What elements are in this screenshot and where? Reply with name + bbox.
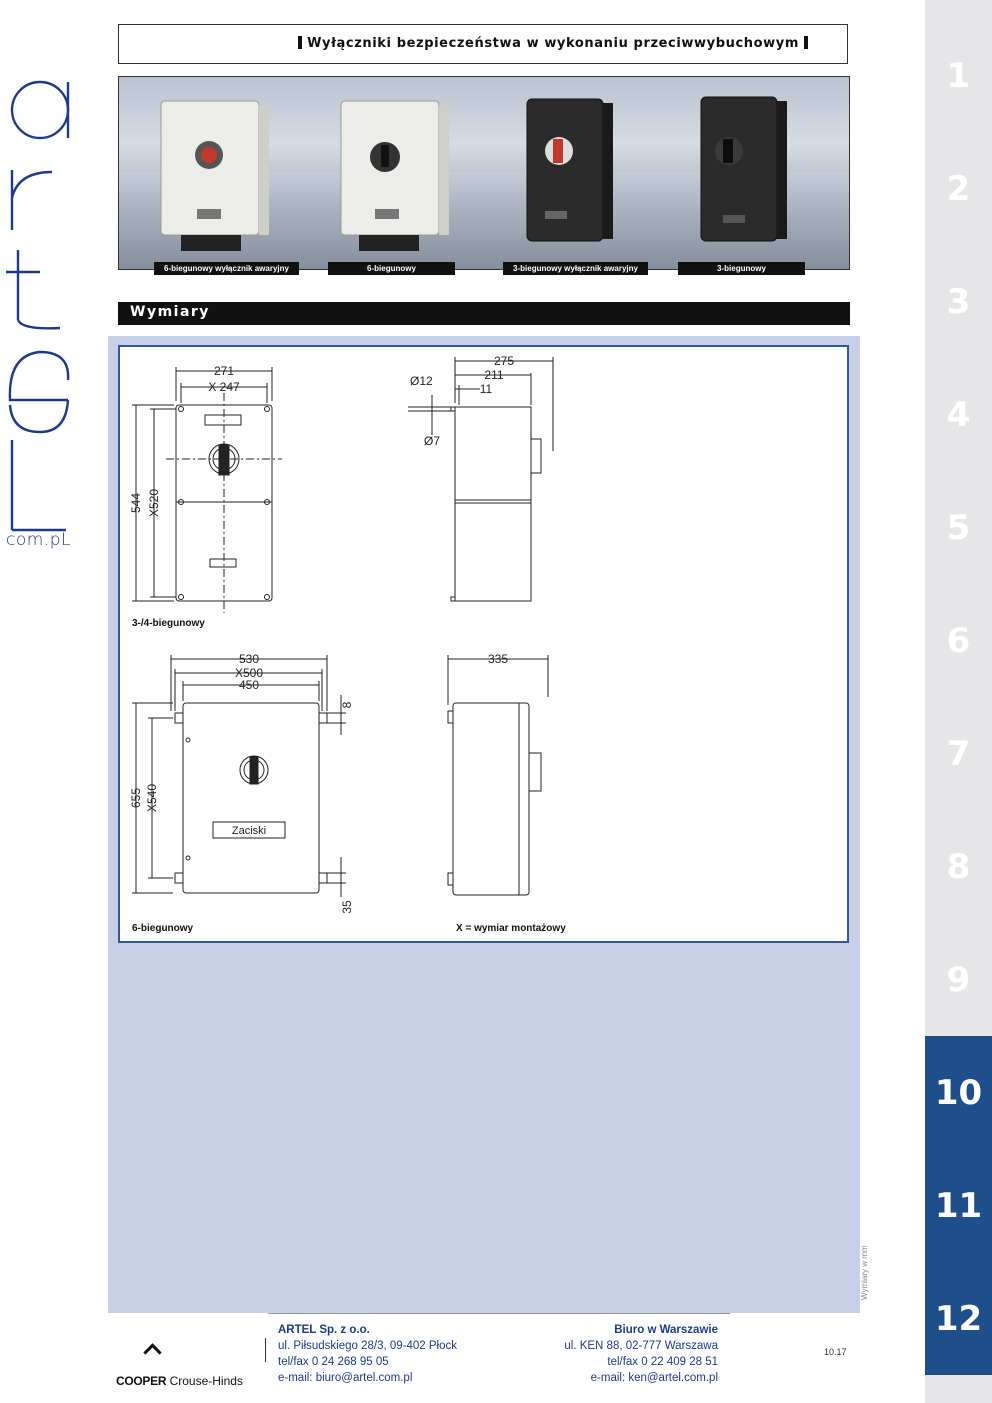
footer-rule xyxy=(268,1313,730,1314)
terminals-label: Zaciski xyxy=(231,825,267,837)
footer-address-warsaw xyxy=(470,1322,718,1386)
dim-height-bottom: 655 xyxy=(129,787,143,809)
chapter-tab-11[interactable]: 11 xyxy=(925,1149,992,1262)
footer-address-plock xyxy=(278,1322,457,1386)
dim-width: 271 xyxy=(213,364,235,378)
office-address: ul. KEN 88, 02-777 Warszawa xyxy=(564,1340,718,1352)
chapter-tab-8[interactable]: 8 xyxy=(946,846,971,887)
bottom-front-enclosure xyxy=(183,703,319,893)
dim-hole-large: Ø12 xyxy=(410,374,433,388)
artel-logo xyxy=(0,60,80,540)
office-phone: tel/fax 0 22 409 28 51 xyxy=(607,1356,718,1368)
product-caption-2: 6-biegunowy xyxy=(328,262,455,275)
units-note: Wymiary w mm xyxy=(860,1245,869,1300)
dim-offset: 11 xyxy=(479,382,493,396)
technical-drawings xyxy=(118,345,849,943)
page-number: 10.17 xyxy=(824,1347,847,1357)
brand-domain: com.pL xyxy=(6,530,71,550)
chapter-tab-4[interactable]: 4 xyxy=(946,394,971,435)
product-4-image xyxy=(701,97,787,241)
dim-mount-width-bottom: X500 xyxy=(234,666,264,680)
dim-depth2: 211 xyxy=(484,368,504,382)
chapter-tab-10[interactable]: 10 xyxy=(925,1036,992,1149)
page-title: Wyłączniki bezpieczeństwa w wykonaniu przeciwwybuchowym xyxy=(293,36,813,51)
product-3-image xyxy=(527,99,613,241)
header-box xyxy=(118,24,848,64)
dim-mount-width: X 247 xyxy=(208,380,240,394)
chapter-tab-2[interactable]: 2 xyxy=(946,168,971,209)
dim-inner-width-bottom: 450 xyxy=(238,678,260,692)
footer-divider xyxy=(265,1338,266,1362)
dim-depth-bottom: 335 xyxy=(487,652,509,666)
cooper-flame-icon xyxy=(143,1343,161,1361)
product-caption-4: 3-biegunowy xyxy=(678,262,805,275)
product-caption-1: 6-biegunowy wyłącznik awaryjny xyxy=(154,262,299,275)
company-email[interactable]: e-mail: biuro@artel.com.pl xyxy=(278,1372,413,1384)
product-illustrations xyxy=(119,77,850,270)
chapter-tab-1[interactable]: 1 xyxy=(946,55,971,96)
company-address: ul. Piłsudskiego 28/3, 09-402 Płock xyxy=(278,1340,457,1352)
bottom-side-enclosure xyxy=(453,703,529,895)
chapter-tab-9[interactable]: 9 xyxy=(946,959,971,1000)
caption-6-pole: 6-biegunowy xyxy=(132,923,194,934)
dim-mount-height-bottom: X540 xyxy=(145,783,159,813)
section-bar xyxy=(118,302,850,325)
office-email[interactable]: e-mail: ken@artel.com.pl xyxy=(590,1372,718,1384)
product-1-image xyxy=(161,101,269,251)
dim-mount-height: X520 xyxy=(147,488,161,518)
product-2-image xyxy=(341,101,449,251)
top-side-enclosure xyxy=(455,407,531,601)
dim-depth: 275 xyxy=(493,354,515,368)
caption-3-4-pole: 3-/4-biegunowy xyxy=(132,618,205,629)
company-phone: tel/fax 0 24 268 95 05 xyxy=(278,1356,389,1368)
product-caption-3: 3-biegunowy wyłącznik awaryjny xyxy=(503,262,648,275)
dim-width-bottom: 530 xyxy=(238,652,260,666)
dim-hole-small: Ø7 xyxy=(424,434,441,448)
chapter-tab-3[interactable]: 3 xyxy=(946,281,971,322)
office-name: Biuro w Warszawie xyxy=(614,1324,718,1336)
chapter-tab-5[interactable]: 5 xyxy=(946,507,971,548)
logo-bold: COOPER xyxy=(116,1374,167,1388)
dim-tab-top: 8 xyxy=(340,701,354,709)
caption-mounting-note: X = wymiar montażowy xyxy=(456,923,566,934)
dim-height: 544 xyxy=(129,492,143,514)
cooper-crouse-hinds-logo xyxy=(116,1346,243,1388)
chapter-tab-6[interactable]: 6 xyxy=(946,620,971,661)
dim-tab-bottom: 35 xyxy=(340,900,354,914)
section-title: Wymiary xyxy=(130,304,210,320)
chapter-tab-12[interactable]: 12 xyxy=(925,1262,992,1375)
chapter-tab-7[interactable]: 7 xyxy=(946,733,971,774)
product-photo xyxy=(118,76,850,270)
company-name: ARTEL Sp. z o.o. xyxy=(278,1324,370,1336)
logo-rest: Crouse-Hinds xyxy=(169,1374,243,1388)
